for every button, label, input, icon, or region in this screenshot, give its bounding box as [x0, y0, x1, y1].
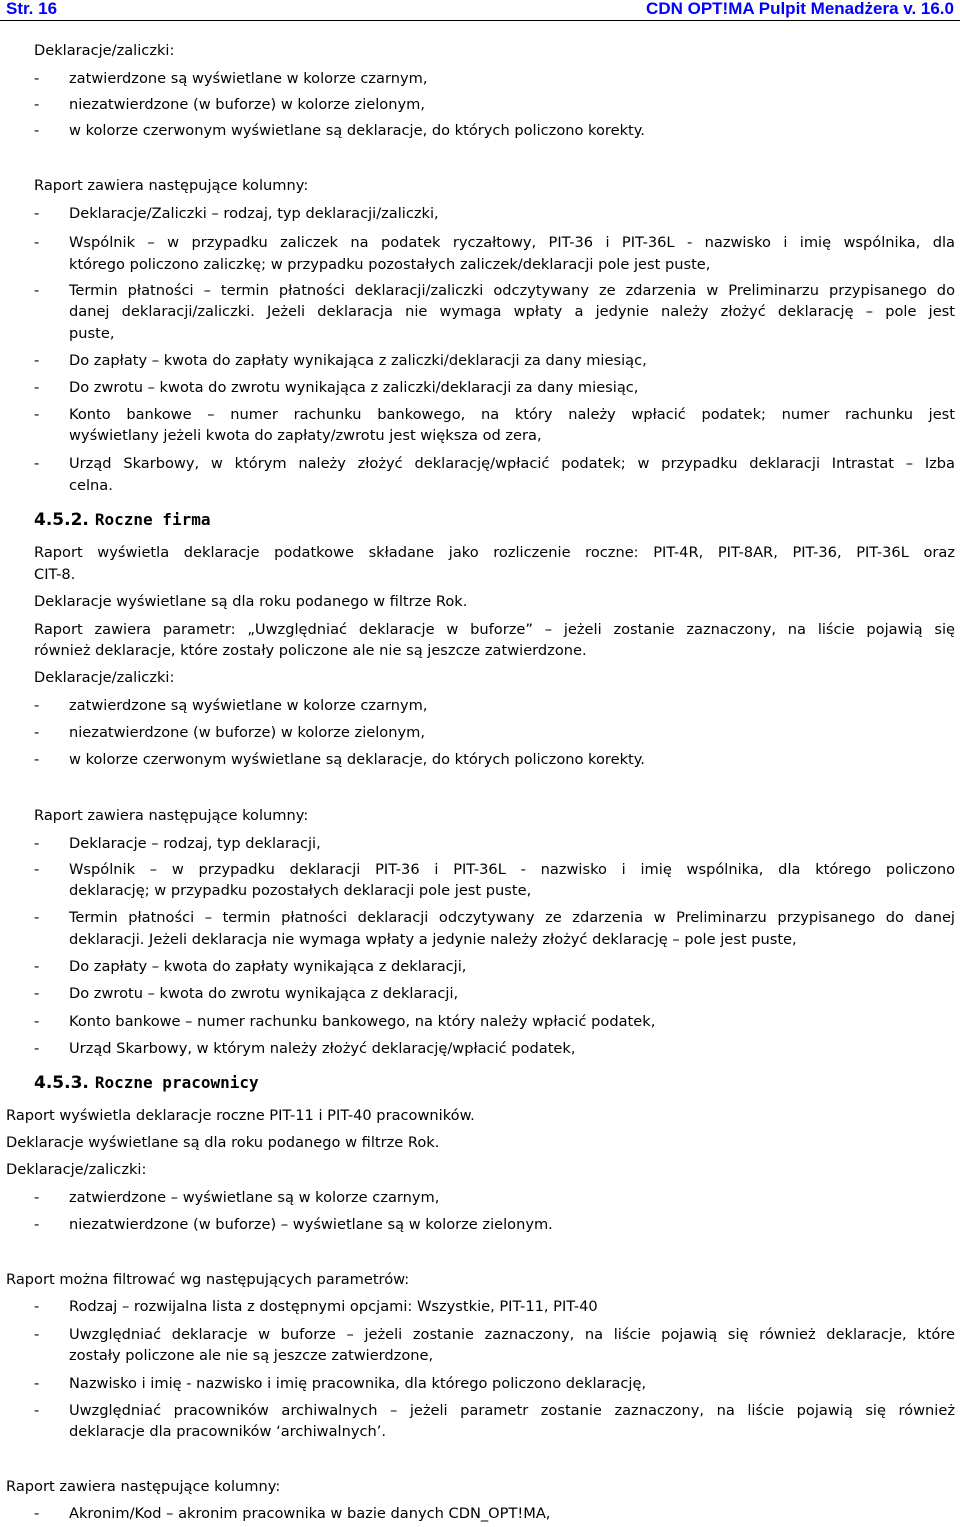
header-rule	[0, 20, 960, 21]
status-item: niezatwierdzone (w buforze) – wyświetlane są w kolorze zielonym.	[69, 1216, 553, 1233]
bullet-dash: -	[34, 724, 40, 741]
status-item: zatwierdzone są wyświetlane w kolorze czarnym,	[69, 70, 428, 87]
parameter-note-cont: również deklaracje, które zostały policzone ale nie są jeszcze zatwierdzone.	[34, 642, 587, 659]
column-item: Konto bankowe – numer rachunku bankowego, na który należy wpłacić podatek; numer rachunku jest	[69, 406, 955, 423]
bullet-dash: -	[34, 1326, 40, 1343]
bullet-dash: -	[34, 751, 40, 768]
column-item: Do zwrotu – kwota do zwrotu wynikająca z zaliczki/deklaracji za dany miesiąc,	[69, 379, 639, 396]
bullet-dash: -	[34, 985, 40, 1002]
filter-note: Deklaracje wyświetlane są dla roku podanego w filtrze Rok.	[6, 1134, 440, 1151]
section-number: 4.5.3.	[34, 1073, 89, 1093]
filter-note: Deklaracje wyświetlane są dla roku podanego w filtrze Rok.	[34, 593, 468, 610]
section-intro: Raport wyświetla deklaracje podatkowe składane jako rozliczenie roczne: PIT-4R, PIT-8AR, PIT-36, PIT-36L oraz	[34, 544, 955, 561]
statuses-label: Deklaracje/zaliczki:	[6, 1161, 147, 1178]
bullet-dash: -	[34, 909, 40, 926]
bullet-dash: -	[34, 234, 40, 251]
status-item: niezatwierdzone (w buforze) w kolorze zielonym,	[69, 724, 425, 741]
bullet-dash: -	[34, 122, 40, 139]
section-intro: Raport wyświetla deklaracje roczne PIT-11 i PIT-40 pracowników.	[6, 1107, 475, 1124]
filter-item: Uwzględniać pracowników archiwalnych – jeżeli parametr zostanie zaznaczony, na liście pojawią się również	[69, 1402, 955, 1419]
bullet-dash: -	[34, 861, 40, 878]
bullet-dash: -	[34, 70, 40, 87]
column-item-cont: którego policzono zaliczkę; w przypadku pozostałych zaliczek/deklaracji pole jest puste,	[69, 256, 711, 273]
filter-item: Uwzględniać deklaracje w buforze – jeżeli zostanie zaznaczony, na liście pojawią się również deklaracje, które	[69, 1326, 955, 1343]
bullet-dash: -	[34, 697, 40, 714]
column-item: Termin płatności – termin płatności deklaracji/zaliczki odczytywany ze zdarzenia w Preliminarzu przypisanego do	[69, 282, 955, 299]
product-name: CDN OPT!MA Pulpit Menadżera v. 16.0	[646, 0, 954, 18]
column-item: Urząd Skarbowy, w którym należy złożyć deklarację/wpłacić podatek; w przypadku deklaracji Intrastat – Izba	[69, 455, 955, 472]
statuses-label: Deklaracje/zaliczki:	[34, 42, 175, 59]
filter-item: Rodzaj – rozwijalna lista z dostępnymi opcjami: Wszystkie, PIT-11, PIT-40	[69, 1298, 598, 1315]
filter-item: Nazwisko i imię - nazwisko i imię pracownika, dla którego policzono deklarację,	[69, 1375, 647, 1392]
columns-label: Raport zawiera następujące kolumny:	[34, 807, 309, 824]
bullet-dash: -	[34, 282, 40, 299]
column-item: Do zapłaty – kwota do zapłaty wynikająca z zaliczki/deklaracji za dany miesiąc,	[69, 352, 647, 369]
bullet-dash: -	[34, 1505, 40, 1522]
status-item: zatwierdzone są wyświetlane w kolorze czarnym,	[69, 697, 428, 714]
column-item: Konto bankowe – numer rachunku bankowego, na który należy wpłacić podatek,	[69, 1013, 656, 1030]
bullet-dash: -	[34, 1298, 40, 1315]
column-item: Do zapłaty – kwota do zapłaty wynikająca z deklaracji,	[69, 958, 467, 975]
columns-label: Raport zawiera następujące kolumny:	[6, 1478, 281, 1495]
column-item: Deklaracje – rodzaj, typ deklaracji,	[69, 835, 321, 852]
bullet-dash: -	[34, 205, 40, 222]
status-item: w kolorze czerwonym wyświetlane są deklaracje, do których policzono korekty.	[69, 751, 645, 768]
bullet-dash: -	[34, 379, 40, 396]
status-item: w kolorze czerwonym wyświetlane są deklaracje, do których policzono korekty.	[69, 122, 645, 139]
section-heading	[34, 1072, 259, 1094]
bullet-dash: -	[34, 1375, 40, 1392]
column-item: Akronim/Kod – akronim pracownika w bazie danych CDN_OPT!MA,	[69, 1505, 551, 1522]
column-item-cont: deklaracji. Jeżeli deklaracja nie wymaga wpłaty a jedynie należy złożyć deklarację – pole jest puste,	[69, 931, 797, 948]
column-item-cont: puste,	[69, 325, 115, 342]
columns-label: Raport zawiera następujące kolumny:	[34, 177, 309, 194]
column-item-cont: wyświetlany jeżeli kwota do zapłaty/zwrotu jest większa od zera,	[69, 427, 542, 444]
parameter-note: Raport zawiera parametr: „Uwzględniać deklaracje w buforze” – jeżeli zostanie zaznaczony, na liście pojawią się	[34, 621, 955, 638]
bullet-dash: -	[34, 958, 40, 975]
statuses-label: Deklaracje/zaliczki:	[34, 669, 175, 686]
status-item: zatwierdzone – wyświetlane są w kolorze czarnym,	[69, 1189, 440, 1206]
bullet-dash: -	[34, 352, 40, 369]
column-item: Termin płatności – termin płatności deklaracji odczytywany ze zdarzenia w Preliminarzu przypisanego do danej	[69, 909, 955, 926]
bullet-dash: -	[34, 1040, 40, 1057]
section-heading	[34, 509, 210, 531]
bullet-dash: -	[34, 406, 40, 423]
status-item: niezatwierdzone (w buforze) w kolorze zielonym,	[69, 96, 425, 113]
bullet-dash: -	[34, 1189, 40, 1206]
column-item: Do zwrotu – kwota do zwrotu wynikająca z deklaracji,	[69, 985, 459, 1002]
column-item: Wspólnik – w przypadku zaliczek na podatek ryczałtowy, PIT-36 i PIT-36L - nazwisko i imię wspólnika, dla	[69, 234, 955, 251]
bullet-dash: -	[34, 1402, 40, 1419]
bullet-dash: -	[34, 455, 40, 472]
filter-item-cont: deklaracje dla pracowników ‘archiwalnych’.	[69, 1423, 387, 1440]
page-number: Str. 16	[6, 0, 58, 18]
section-title: Roczne pracownicy	[94, 1073, 259, 1092]
bullet-dash: -	[34, 96, 40, 113]
section-title: Roczne firma	[94, 510, 211, 529]
column-item-cont: danej deklaracji/zaliczki. Jeżeli deklaracja nie wymaga wpłaty a jedynie należy złożyć deklarację – pole jest	[69, 303, 955, 320]
column-item: Wspólnik – w przypadku deklaracji PIT-36 i PIT-36L - nazwisko i imię wspólnika, dla którego policzono	[69, 861, 955, 878]
bullet-dash: -	[34, 1216, 40, 1233]
filter-item-cont: zostały policzone ale nie są jeszcze zatwierdzone,	[69, 1347, 434, 1364]
bullet-dash: -	[34, 1013, 40, 1030]
column-item-cont: deklarację; w przypadku pozostałych deklaracji pole jest puste,	[69, 882, 532, 899]
column-item: Urząd Skarbowy, w którym należy złożyć deklarację/wpłacić podatek,	[69, 1040, 576, 1057]
filters-label: Raport można filtrować wg następujących parametrów:	[6, 1271, 410, 1288]
bullet-dash: -	[34, 835, 40, 852]
column-item: Deklaracje/Zaliczki – rodzaj, typ deklaracji/zaliczki,	[69, 205, 439, 222]
column-item-cont: celna.	[69, 477, 113, 494]
section-number: 4.5.2.	[34, 510, 89, 530]
page-header	[0, 0, 960, 17]
section-intro-cont: CIT-8.	[34, 566, 76, 583]
